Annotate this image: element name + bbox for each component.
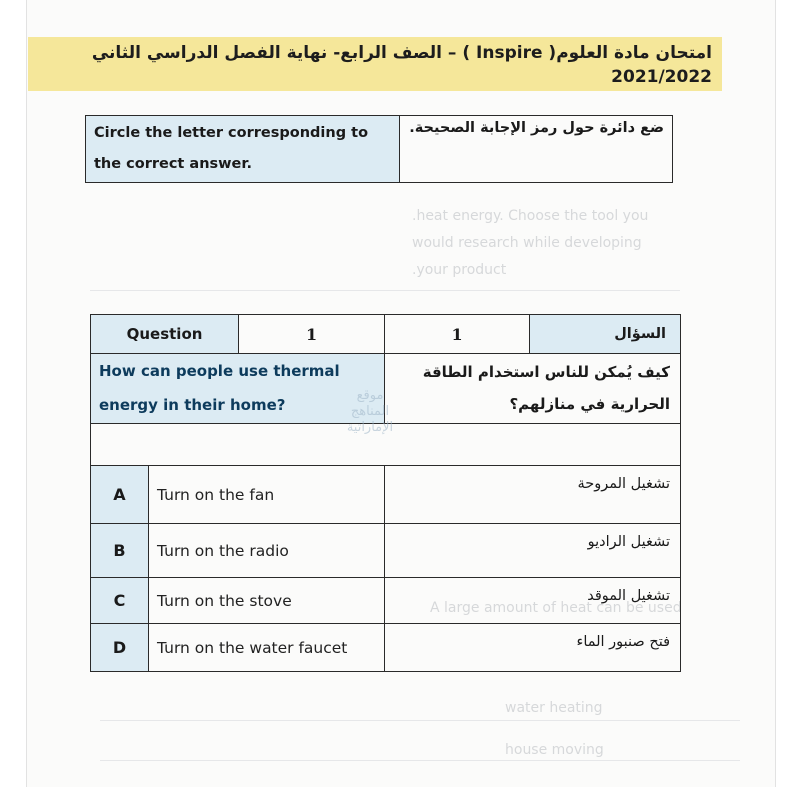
watermark-line-2: المناهج الإماراتية — [346, 404, 394, 435]
exam-title: امتحان مادة العلوم( Inspire ) – الصف الرابع- نهاية الفصل الدراسي الثاني 2021/2022 — [91, 43, 712, 87]
show-through-line — [100, 760, 740, 761]
option-c-arabic: تشغيل الموقد — [385, 578, 681, 624]
option-d-arabic: فتح صنبور الماء — [385, 624, 681, 672]
question-label-english: Question — [91, 315, 239, 354]
question-number-arabic: 1 — [385, 315, 530, 354]
option-c-english: Turn on the stove — [149, 578, 385, 624]
option-d-english: Turn on the water faucet — [149, 624, 385, 672]
watermark-line-1: موقع — [356, 388, 384, 403]
question-number-english: 1 — [239, 315, 385, 354]
show-through-line — [100, 720, 740, 721]
instruction-arabic: ضع دائرة حول رمز الإجابة الصحيحة. — [400, 116, 673, 183]
show-through-text: would research while developing — [412, 235, 642, 251]
option-letter-c[interactable]: C — [91, 578, 149, 624]
exam-title-banner — [28, 37, 722, 91]
option-a-english: Turn on the fan — [149, 466, 385, 524]
show-through-text: .your product — [412, 262, 507, 278]
question-text-english: How can people use thermal energy in their home? — [91, 354, 385, 424]
option-letter-a[interactable]: A — [91, 466, 149, 524]
show-through-text: A large amount of heat can be used — [430, 600, 682, 616]
question-label-arabic: السؤال — [530, 315, 681, 354]
question-text-arabic: كيف يُمكن للناس استخدام الطاقة الحرارية في منازلهم؟ — [385, 354, 681, 424]
instruction-table — [85, 115, 673, 183]
show-through-text: .heat energy. Choose the tool you — [412, 208, 649, 224]
instruction-english: Circle the letter corresponding to the correct answer. — [86, 116, 400, 183]
question-table — [90, 314, 681, 672]
option-a-arabic: تشغيل المروحة — [385, 466, 681, 524]
show-through-text: water heating — [505, 700, 603, 716]
option-b-arabic: تشغيل الراديو — [385, 524, 681, 578]
option-letter-d[interactable]: D — [91, 624, 149, 672]
site-watermark — [335, 388, 405, 436]
option-b-english: Turn on the radio — [149, 524, 385, 578]
show-through-line — [90, 290, 680, 291]
show-through-text: house moving — [505, 742, 604, 758]
option-letter-b[interactable]: B — [91, 524, 149, 578]
